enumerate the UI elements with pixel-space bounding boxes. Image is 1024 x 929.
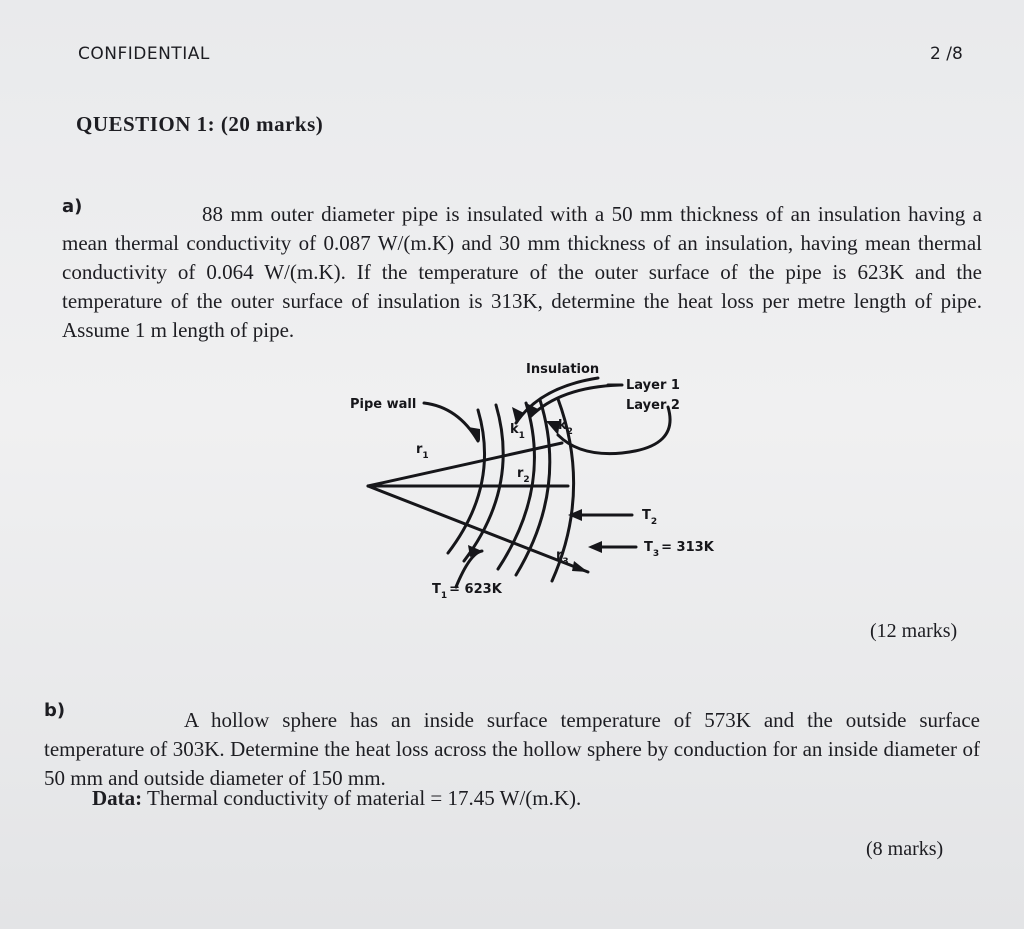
k1-label: $k_1$: [510, 422, 525, 441]
pipe-insulation-diagram: [330, 355, 750, 610]
t3-label: $T_3 = 313K$: [644, 540, 714, 559]
t1-label: $T_1 = 623K$: [432, 582, 502, 601]
question-title: QUESTION 1: (20 marks): [76, 112, 324, 136]
insulation-label: Insulation: [526, 362, 600, 377]
layer2-leader: [558, 407, 670, 454]
r1-label: $r_1$: [416, 442, 429, 461]
r3-label: $r_3$: [556, 548, 569, 567]
part-a-label: a): [62, 196, 83, 217]
r2-label: $r_2$: [517, 466, 530, 485]
part-a-text: 88 mm outer diameter pipe is insulated with a 50 mm thickness of an insulation having a mean thermal conductivity of 0.087 W/(m.K) and 30 mm thickness of an insulation, having mean thermal conductivity of 0.064 W/(m.K). If the temperature of the outer surface of the pipe is 623K and the temperature of the outer surface of insulation is 313K, determine the heat loss per metre length of pipe. Assume 1 m length of pipe.: [62, 202, 982, 342]
part-b-marks: (8 marks): [866, 838, 944, 860]
pipe-wall-label: Pipe wall: [350, 397, 417, 412]
part-a-marks: (12 marks): [870, 620, 958, 642]
header-confidential: CONFIDENTIAL: [78, 44, 210, 64]
layer1-label: Layer 1: [626, 378, 680, 393]
data-label: Data:: [92, 786, 143, 810]
part-b-data: [92, 786, 581, 811]
k2-label: $k_2$: [558, 418, 573, 437]
page-number: 2 /8: [930, 44, 963, 64]
layer2-label: Layer 2: [626, 398, 680, 413]
t2-label: $T_2$: [642, 508, 658, 527]
data-text: Thermal conductivity of material = 17.45 W/(m.K).: [147, 786, 582, 810]
part-b-label: b): [44, 700, 66, 721]
part-b-text: A hollow sphere has an inside surface temperature of 573K and the outside surface temperature of 303K. Determine the heat loss across the hollow sphere by conduction for an inside diameter of 50 mm and outside diameter of 150 mm.: [44, 708, 980, 790]
pipe-wall-leader: [424, 403, 478, 441]
